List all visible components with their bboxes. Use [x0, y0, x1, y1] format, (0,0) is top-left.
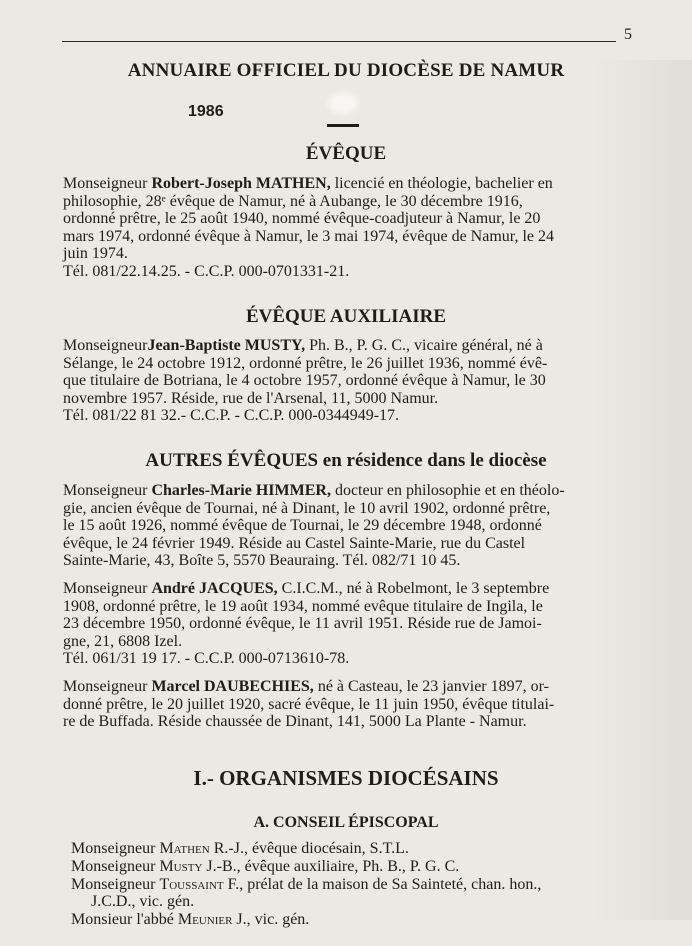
text-line: 23 décembre 1950, ordonné évêque, le 11 avril 1951. Réside rue de Jamoi-	[63, 615, 542, 633]
heading-eveque: ÉVÊQUE	[305, 143, 387, 164]
title-text: Monseigneur	[63, 175, 152, 192]
text-line: gie, ancien évêque de Tournai, né à Dinant, le 10 avril 1902, ordonné prêtre,	[63, 499, 551, 517]
heading-auxiliaire: ÉVÊQUE AUXILIAIRE	[245, 306, 447, 327]
member-details-continued: J.C.D., vic. gén.	[91, 893, 195, 911]
text-line: Sélange, le 24 octobre 1912, ordonné prêtre, le 26 juillet 1936, nommé évê-	[63, 354, 548, 372]
paragraph-daubechies	[63, 678, 639, 731]
text-line: le 15 août 1926, nommé évêque de Tournai, le 29 décembre 1948, ordonné	[63, 517, 542, 535]
text-line: que titulaire de Botriana, le 4 octobre 1957, ordonné évêque à Namur, le 30	[63, 372, 546, 390]
text-line: évêque, le 24 février 1949. Réside au Castel Sainte-Marie, rue du Castel	[63, 534, 526, 552]
title-dash	[327, 124, 359, 127]
member-name: Meunier	[177, 911, 233, 929]
text-line: gne, 21, 6808 Izel.	[63, 632, 183, 650]
title-text: Monseigneur	[71, 840, 160, 857]
contact-line: Tél. 061/31 19 17. - C.C.P. 000-0713610-78.	[63, 650, 350, 668]
member-name: Toussaint	[159, 875, 224, 893]
text-fragment: licencié en théologie, bachelier en	[330, 175, 553, 192]
text-line	[63, 175, 639, 193]
text-line: juin 1974.	[63, 245, 128, 263]
list-item	[71, 840, 661, 858]
paragraph-himmer	[63, 482, 639, 570]
text-line	[63, 580, 639, 598]
contact-line: Tél. 081/22 81 32.- C.C.P. - C.C.P. 000-0344949-17.	[63, 407, 400, 425]
person-name: Robert-Joseph MATHEN,	[151, 175, 331, 192]
text-fragment: docteur en philosophie et en théolo-	[330, 482, 565, 499]
text-line: re de Buffada. Réside chaussée de Dinant, 141, 5000 La Plante - Namur.	[63, 713, 527, 731]
title-text: Monsieur l'abbé	[71, 911, 178, 929]
text-line: Sainte-Marie, 43, Boîte 5, 5570 Beauraing. Tél. 082/71 10 45.	[63, 552, 461, 570]
person-name: André JACQUES,	[151, 580, 278, 597]
page-number: 5	[624, 26, 632, 43]
list-item	[71, 858, 661, 876]
heading-autres: AUTRES ÉVÊQUES en résidence dans le diocèse	[145, 450, 547, 471]
paragraph-mathen	[63, 175, 639, 281]
text-line: 1908, ordonné prêtre, le 19 août 1934, nommé evêque titulaire de Ingila, le	[63, 597, 543, 615]
year-annotation: 1986	[188, 103, 224, 120]
person-name: Charles-Marie HIMMER,	[151, 482, 331, 499]
list-item	[71, 876, 661, 894]
person-name: Marcel DAUBECHIES,	[151, 678, 314, 695]
member-details: F., prélat de la maison de Sa Sainteté, chan. hon.,	[223, 875, 542, 893]
conseil-members-list	[71, 840, 661, 929]
heading-conseil-episcopal: A. CONSEIL ÉPISCOPAL	[253, 814, 439, 831]
text-line: ordonné prêtre, le 25 août 1940, nommé évêque-coadjuteur à Namur, le 20	[63, 210, 541, 228]
header-rule	[62, 41, 616, 42]
erased-mark	[328, 92, 358, 114]
text-line	[63, 337, 639, 355]
text-line: novembre 1957. Réside, rue de l'Arsenal, 11, 5000 Namur.	[63, 389, 439, 407]
member-details: R.-J., évêque diocésain, S.T.L.	[209, 840, 409, 857]
title-text: Monseigneur	[71, 857, 160, 875]
text-line	[63, 482, 639, 500]
title-text: Monseigneur	[63, 337, 148, 354]
person-name: Jean-Baptiste MUSTY,	[147, 337, 306, 354]
title-text: Monseigneur	[63, 678, 152, 695]
member-details: J., vic. gén.	[232, 911, 310, 929]
text-fragment: Ph. B., P. G. C., vicaire général, né à	[305, 337, 543, 354]
list-item	[71, 911, 661, 929]
paragraph-jacques	[63, 580, 639, 668]
title-text: Monseigneur	[63, 482, 152, 499]
text-line: philosophie, 28ᵉ évêque de Namur, né à Aubange, le 30 décembre 1916,	[63, 192, 523, 210]
member-name: Mathen	[159, 840, 210, 857]
text-fragment: né à Casteau, le 23 janvier 1897, or-	[313, 678, 549, 695]
contact-line: Tél. 081/22.14.25. - C.C.P. 000-0701331-21.	[63, 262, 350, 280]
page-title: ANNUAIRE OFFICIEL DU DIOCÈSE DE NAMUR	[127, 60, 565, 81]
text-line	[63, 678, 639, 696]
member-name: Musty	[159, 857, 203, 875]
title-text: Monseigneur	[71, 875, 160, 893]
member-details: J.-B., évêque auxiliaire, Ph. B., P. G. C.	[202, 857, 460, 875]
paragraph-musty	[63, 337, 639, 425]
heading-organismes: I.- ORGANISMES DIOCÉSAINS	[193, 766, 499, 790]
text-line: mars 1974, ordonné évêque à Namur, le 3 mai 1974, évêque de Namur, le 24	[63, 227, 555, 245]
title-text: Monseigneur	[63, 580, 152, 597]
text-line: donné prêtre, le 20 juillet 1920, sacré évêque, le 11 juin 1950, évêque titulai-	[63, 695, 555, 713]
text-fragment: C.I.C.M., né à Robelmont, le 3 septembre	[277, 580, 550, 597]
